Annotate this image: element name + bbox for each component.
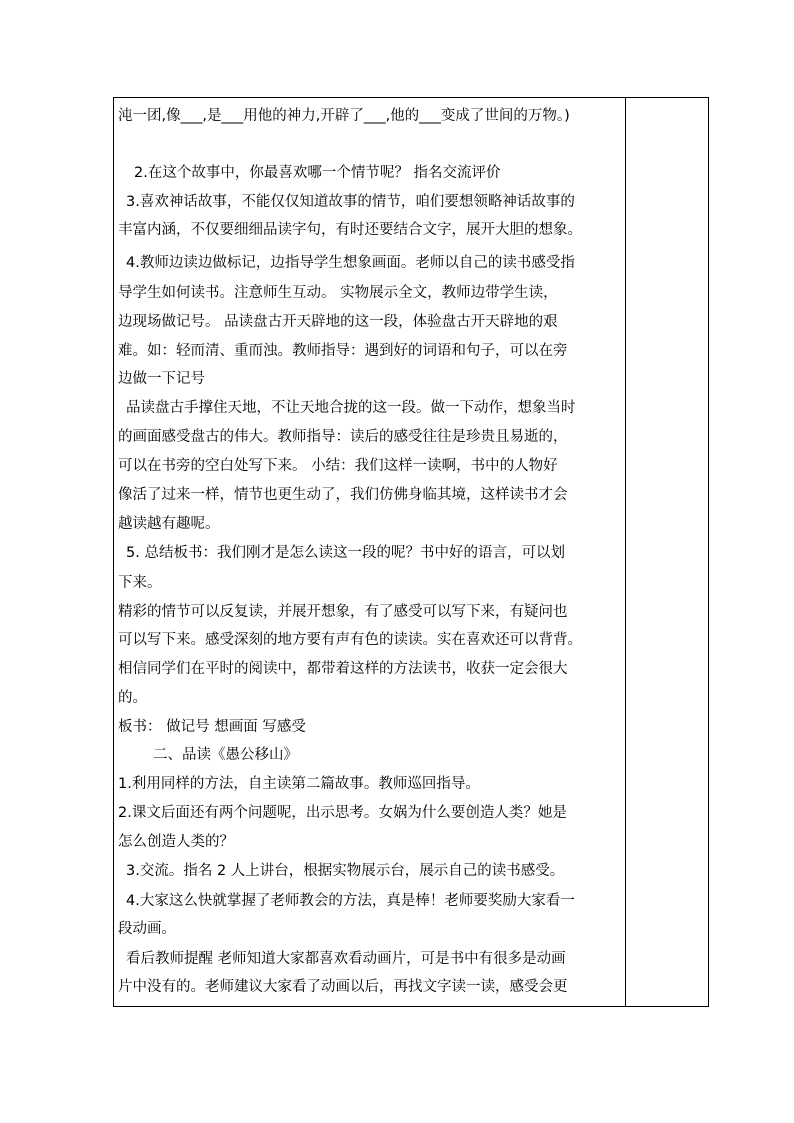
text-line: 2.课文后面还有两个问题呢，出示思考。女娲为什么要创造人类？她是 — [118, 805, 567, 821]
text-line: 4.教师边读边做标记，边指导学生想象画面。老师以自己的读书感受指 — [126, 255, 575, 271]
text-line: 片中没有的。老师建议大家看了动画以后，再找文字读一读，感受会更 — [118, 979, 568, 995]
text-line: 下来。 — [118, 575, 162, 591]
text-line: 3.喜欢神话故事，不能仅仅知道故事的情节，咱们要想领略神话故事的 — [126, 194, 575, 210]
text-line: 可以写下来。感受深刻的地方要有声有色的读读。实在喜欢还可以背背。 — [118, 632, 582, 648]
text-line: 怎么创造人类的？ — [118, 834, 234, 850]
text-line: 难。如：轻而清、重而浊。教师指导：遇到好的词语和句子，可以在旁 — [118, 343, 568, 359]
text-line: 导学生如何读书。注意师生互动。 实物展示全文，教师边带学生读， — [118, 285, 558, 301]
text-line: 3.交流。指名 2 人上讲台，根据实物展示台，展示自己的读书感受。 — [126, 863, 565, 879]
table-column-divider — [625, 97, 626, 1007]
text-line: 品读盘古手撑住天地，不让天地合拢的这一段。做一下动作，想象当时 — [126, 400, 576, 416]
text-line: 边现场做记号。 品读盘古开天辟地的这一段，体验盘古开天辟地的艰 — [118, 314, 558, 330]
text-line: 段动画。 — [118, 921, 176, 937]
section-heading: 二、品读《愚公移山》 — [153, 747, 298, 763]
text-line: 1.利用同样的方法，自主读第二篇故事。教师巡回指导。 — [118, 776, 480, 792]
text-line: 越读越有趣呢。 — [118, 516, 220, 532]
text-line: 相信同学们在平时的阅读中，都带着这样的方法读书，收获一定会很大 — [118, 661, 568, 677]
text-line: 4.大家这么快就掌握了老师教会的方法，真是棒！老师要奖励大家看一 — [126, 893, 575, 909]
board-writing: 板书： 做记号 想画面 写感受 — [118, 719, 306, 735]
text-line: 看后教师提醒 老师知道大家都喜欢看动画片，可是书中有很多是动画 — [126, 951, 566, 967]
text-line: 2.在这个故事中，你最喜欢哪一个情节呢？ 指名交流评价 — [134, 165, 501, 181]
text-line: 可以在书旁的空白处写下来。 小结：我们这样一读啊，书中的人物好 — [118, 458, 558, 474]
text-line: 沌一团,像___,是___用他的神力,开辟了___,他的___变成了世间的万物。) — [118, 108, 570, 124]
text-line: 的画面感受盘古的伟大。教师指导：读后的感受往往是珍贵且易逝的， — [118, 429, 568, 445]
text-line: 边做一下记号 — [118, 371, 205, 387]
text-line: 的。 — [118, 690, 147, 706]
text-line: 5. 总结板书：我们刚才是怎么读这一段的呢？书中好的语言，可以划 — [126, 545, 565, 561]
text-line: 丰富内涵，不仅要细细品读字句，有时还要结合文字，展开大胆的想象。 — [118, 222, 582, 238]
text-line: 精彩的情节可以反复读，并展开想象，有了感受可以写下来，有疑问也 — [118, 604, 568, 620]
text-line: 像活了过来一样，情节也更生动了，我们仿佛身临其境，这样读书才会 — [118, 487, 568, 503]
